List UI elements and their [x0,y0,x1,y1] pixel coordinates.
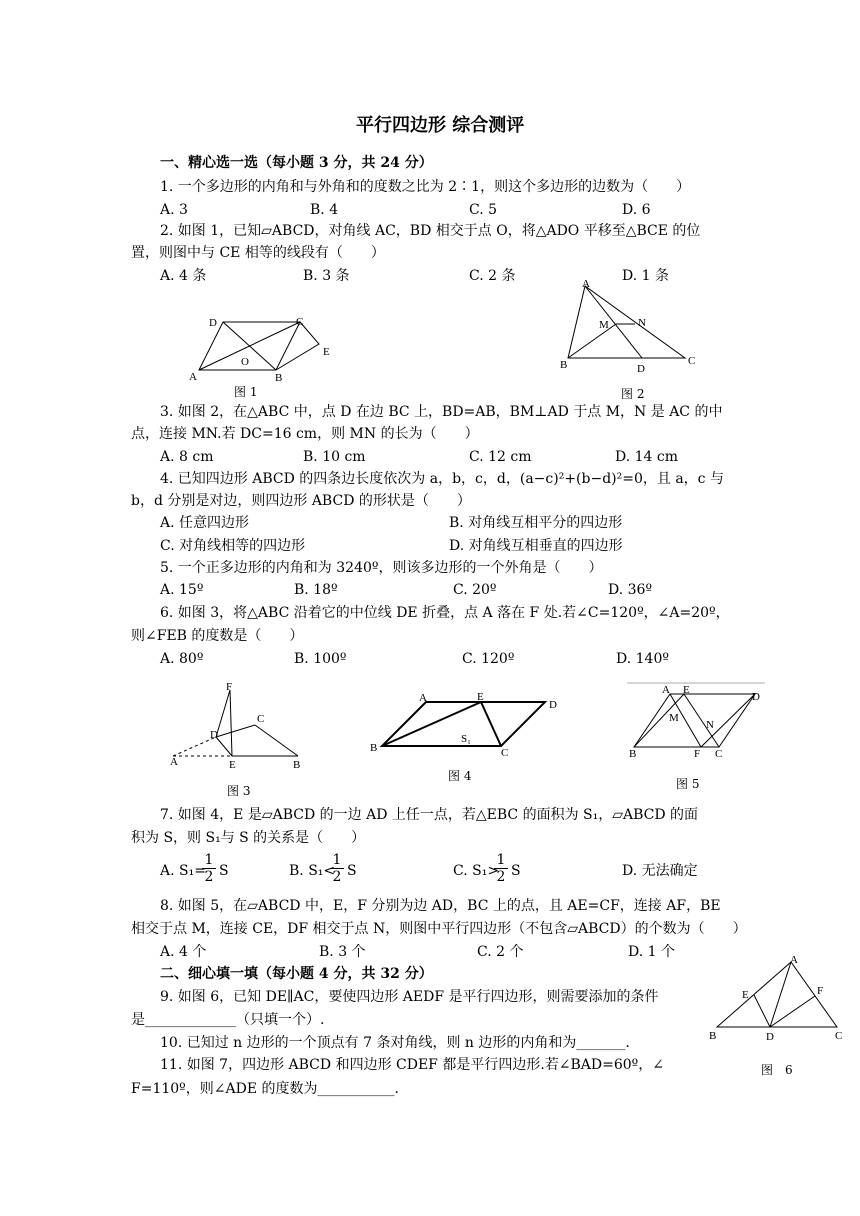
q4-option-c: C. 对角线相等的四边形 [160,538,306,554]
fraction-numerator: 1 [496,852,506,868]
q7-option-a-s: S [219,863,229,879]
page-title: 平行四边形 综合测评 [356,115,525,136]
q4-option-d: D. 对角线互相垂直的四边形 [449,538,623,554]
q7-option-c-prefix: C. S₁> [453,863,500,879]
q3-line-2: 点，连接 MN.若 DC=16 cm，则 MN 的长为（ ） [131,426,479,442]
fig1-label-c: C [296,316,304,328]
fig1-label-o: O [241,356,249,368]
figure-6-caption: 图 6 [761,1063,793,1077]
fig4-label-c: C [501,747,509,759]
fraction-numerator: 1 [332,852,342,868]
figure-2 [555,276,705,386]
q8-option-d: D. 1 个 [628,944,675,960]
fig2-label-d: D [637,363,645,375]
q5-stem: 5. 一个正多边形的内角和为 3240º，则该多边形的一个外角是（ ） [160,560,603,576]
q2-option-d: D. 1 条 [622,268,669,284]
q7-option-c-s: S [511,863,521,879]
fraction-denominator: 2 [330,868,344,885]
fig2-label-b: B [560,359,568,371]
fig2-label-m: M [599,319,609,331]
fig3-label-e: E [229,759,236,771]
fig6-label-a: A [790,954,798,966]
fig5-label-a: A [662,684,670,696]
figure-1 [180,310,350,395]
q9-line-2: 是_____________（只填一个）. [131,1012,325,1028]
q3-option-b: B. 10 cm [303,449,366,465]
q1-option-b: B. 4 [310,202,339,218]
q6-line-2: 则∠FEB 的度数是（ ） [131,628,304,644]
figure-3 [165,680,315,770]
q7-option-d: D. 无法确定 [622,863,698,879]
q11-line-2: F=110º，则∠ADE 的度数为___________. [131,1081,399,1097]
q7-option-b-fraction [330,852,344,885]
q7-option-a-fraction [202,852,216,885]
q3-option-a: A. 8 cm [160,449,214,465]
q5-option-c: C. 20º [453,582,497,598]
fig3-label-a: A [170,756,178,768]
q5-option-b: B. 18º [294,582,338,598]
fraction-denominator: 2 [202,868,216,885]
q7-line-1: 7. 如图 4，E 是▱ABCD 的一边 AD 上任一点，若△EBC 的面积为 S₁，▱ABCD 的面 [160,807,699,823]
q7-option-a-prefix: A. S₁= [160,863,206,879]
q8-option-b: B. 3 个 [319,944,366,960]
q7-option-b-s: S [347,863,357,879]
figure-5 [625,680,770,760]
q1-option-d: D. 6 [622,202,651,218]
q2-option-c: C. 2 条 [469,268,516,284]
q1-option-a: A. 3 [160,202,188,218]
fig3-label-f: F [226,681,233,693]
fig4-label-b: B [370,742,378,754]
q8-option-c: C. 2 个 [477,944,524,960]
fig4-label-s1: S₁ [461,733,471,745]
q6-option-d: D. 140º [616,651,669,667]
figure-5-caption: 图 5 [676,777,700,791]
fraction-numerator: 1 [204,852,214,868]
q4-line-1: 4. 已知四边形 ABCD 的四条边长度依次为 a，b，c，d，(a−c)²+(b−d)²=0，且 a，c 与 [160,471,724,487]
q11-line-1: 11. 如图 7，四边形 ABCD 和四边形 CDEF 都是平行四边形.若∠BAD=60º，∠ [160,1057,664,1073]
fig6-label-e: E [742,989,749,1001]
fig5-label-n: N [706,719,714,731]
fig6-label-c: C [835,1030,843,1042]
fig5-label-m: M [669,712,679,724]
fig3-label-c: C [257,713,265,725]
fig4-label-e: E [477,691,484,703]
fig1-label-d: D [209,317,217,329]
fig6-label-b: B [709,1030,717,1042]
fig6-label-f: F [817,985,824,997]
fraction-denominator: 2 [494,868,508,885]
q5-option-d: D. 36º [608,582,653,598]
q1-stem: 1. 一个多边形的内角和与外角和的度数之比为 2∶1，则这个多边形的边数为（ ） [160,179,691,195]
figure-6 [705,952,850,1047]
q10-stem: 10. 已知过 n 边形的一个顶点有 7 条对角线，则 n 边形的内角和为_______. [160,1035,630,1051]
q9-line-1: 9. 如图 6，已知 DE∥AC，要使四边形 AEDF 是平行四边形，则需要添加的条件 [160,989,659,1005]
q7-line-2: 积为 S，则 S₁与 S 的关系是（ ） [131,830,366,846]
q7-option-b-prefix: B. S₁< [289,863,336,879]
fig3-label-b: B [293,759,301,771]
q6-option-b: B. 100º [294,651,347,667]
q8-line-1: 8. 如图 5，在▱ABCD 中，E，F 分别为边 AD，BC 上的点，且 AE=CF，连接 AF，BE [160,898,721,914]
section-1-heading: 一、精心选一选（每小题 3 分，共 24 分） [160,155,433,171]
q3-line-1: 3. 如图 2，在△ABC 中，点 D 在边 BC 上，BD=AB，BM⊥AD 于点 M，N 是 AC 的中 [160,404,723,420]
q6-option-a: A. 80º [160,651,204,667]
q8-line-2: 相交于点 M，连接 CE，DF 相交于点 N，则图中平行四边形（不包含▱ABCD）的个数为（ ） [131,921,747,937]
q8-option-a: A. 4 个 [160,944,207,960]
q4-option-a: A. 任意四边形 [160,515,250,531]
q2-line-1: 2. 如图 1，已知▱ABCD，对角线 AC，BD 相交于点 O，将△ADO 平移至△BCE 的位 [160,223,701,239]
q3-option-c: C. 12 cm [469,449,532,465]
q2-option-b: B. 3 条 [303,268,350,284]
fig2-label-a: A [582,278,590,290]
fig4-label-a: A [419,692,427,704]
fig5-label-b: B [629,748,637,760]
figure-4 [365,688,565,758]
q2-option-a: A. 4 条 [160,268,207,284]
q6-option-c: C. 120º [462,651,515,667]
fig5-label-e: E [683,684,690,696]
fig2-label-c: C [688,355,696,367]
q3-option-d: D. 14 cm [615,449,679,465]
q6-line-1: 6. 如图 3，将△ABC 沿着它的中位线 DE 折叠，点 A 落在 F 处.若∠C=120º，∠A=20º， [160,605,730,621]
q7-option-c-fraction [494,852,508,885]
q4-line-2: b，d 分别是对边，则四边形 ABCD 的形状是（ ） [131,493,471,509]
fig6-label-d: D [766,1031,774,1043]
fig1-label-b: B [275,372,283,384]
fig5-label-d: D [752,691,760,703]
q1-option-c: C. 5 [469,202,498,218]
q2-line-2: 置，则图中与 CE 相等的线段有（ ） [131,245,385,261]
figure-1-caption: 图 1 [234,385,258,399]
fig2-label-n: N [638,317,646,329]
q4-option-b: B. 对角线互相平分的四边形 [449,515,623,531]
fig4-label-d: D [549,699,557,711]
fig3-label-d: D [210,729,218,741]
section-2-heading: 二、细心填一填（每小题 4 分，共 32 分） [160,966,433,982]
fig1-label-e: E [323,346,330,358]
fig1-label-a: A [189,371,197,383]
figure-2-caption: 图 2 [621,387,645,401]
figure-4-caption: 图 4 [448,769,472,783]
fig5-label-f: F [694,748,701,760]
fig5-label-c: C [715,748,723,760]
figure-3-caption: 图 3 [227,784,251,798]
q5-option-a: A. 15º [160,582,204,598]
